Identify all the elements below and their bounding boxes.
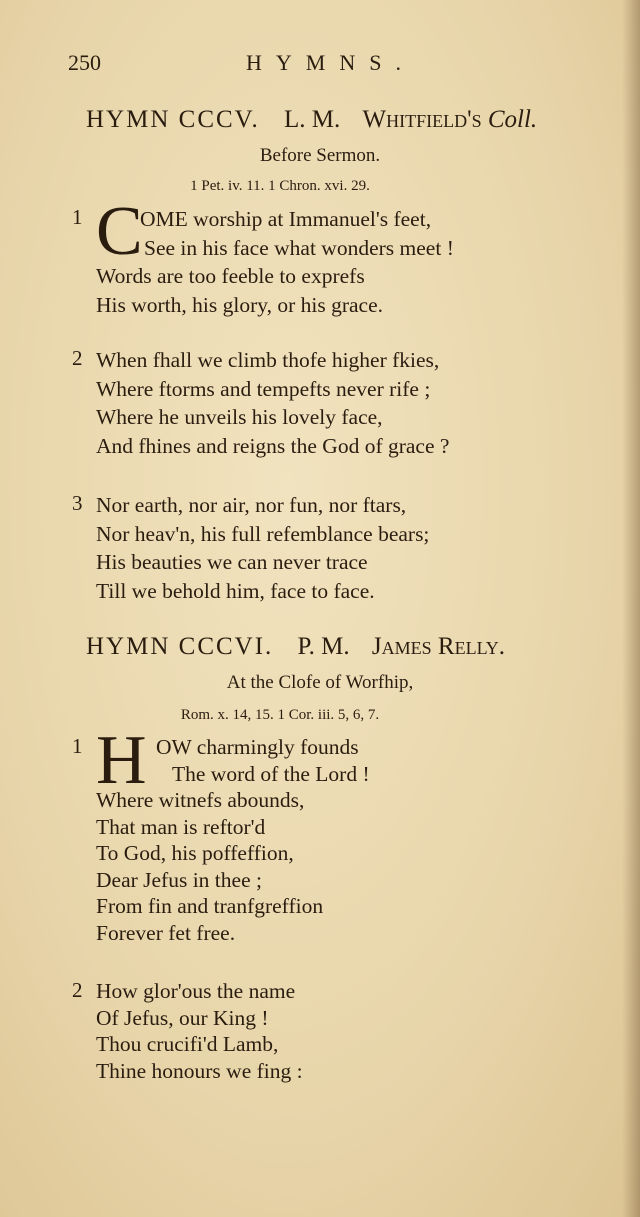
hymn-source <box>363 106 538 133</box>
verse-line: OME worship at Immanuel's feet, <box>140 207 432 231</box>
drop-cap: H <box>96 722 147 799</box>
stanza-number: 3 <box>72 491 83 515</box>
verse-line: OW charmingly founds <box>156 735 359 759</box>
verse-line: When fhall we climb thofe higher fkies, <box>96 348 440 372</box>
scripture-references: 1 Pet. iv. 11. 1 Chron. xvi. 29. <box>190 178 370 194</box>
stanza-number: 1 <box>72 205 83 229</box>
verse-line: Thine honours we fing : <box>96 1058 303 1083</box>
verse-line: To God, his poffeffion, <box>96 841 294 865</box>
verse-line: How glor'ous the name <box>96 979 296 1003</box>
hymn-subtitle: At the Clofe of Worfhip, <box>226 672 414 693</box>
stanza-number: 1 <box>72 734 83 758</box>
hymn-meter: P. M. <box>297 633 350 660</box>
verse-line: Where witnefs abounds, <box>96 788 305 812</box>
hymn-source-name: Whitfield's <box>362 106 482 133</box>
verse-line: Words are too feeble to exprefs <box>96 264 365 288</box>
drop-cap: C <box>96 193 143 270</box>
running-head <box>68 50 488 84</box>
verse-line: Thou crucifi'd Lamb, <box>96 1032 279 1056</box>
page-gutter-shadow <box>622 0 640 1217</box>
verse-line: Where he unveils his lovely face, <box>96 405 383 429</box>
stanza-number: 2 <box>72 346 83 370</box>
verse-line: From fin and tranfgreffion <box>96 894 324 918</box>
hymn-source-abbr: Coll. <box>487 106 538 133</box>
verse-line: Dear Jefus in thee ; <box>96 867 262 892</box>
hymn-number: HYMN CCCV. <box>86 106 260 133</box>
verse-line: His beauties we can never trace <box>96 550 368 574</box>
verse-line: Nor heav'n, his full refemblance bears; <box>96 521 430 546</box>
stanza-number: 2 <box>72 978 83 1002</box>
scripture-references: Rom. x. 14, 15. 1 Cor. iii. 5, 6, 7. <box>180 707 380 723</box>
verse-line: Of Jefus, our King ! <box>96 1005 269 1030</box>
running-title: HYMNS. <box>246 50 415 75</box>
verse-line: His worth, his glory, or his grace. <box>96 292 384 317</box>
hymn-heading <box>86 106 606 140</box>
hymn-number: HYMN CCCVI. <box>86 633 274 660</box>
hymn-heading <box>86 633 606 667</box>
verse-line: Where ftorms and tempefts never rife ; <box>96 376 431 401</box>
hymn-subtitle: Before Sermon. <box>259 145 381 166</box>
verse-line: Forever fet free. <box>96 920 236 945</box>
verse-line: Nor earth, nor air, nor fun, nor ftars, <box>96 493 407 517</box>
hymn-source: James Relly. <box>371 633 506 660</box>
verse-line: And fhines and reigns the God of grace ? <box>96 433 450 458</box>
page-number: 250 <box>68 50 101 75</box>
verse-line: See in his face what wonders meet ! <box>144 235 454 260</box>
verse-line: That man is reftor'd <box>96 814 266 839</box>
verse-line: Till we behold him, face to face. <box>96 578 375 603</box>
verse-line: The word of the Lord ! <box>172 761 370 786</box>
hymn-meter: L. M. <box>284 106 341 133</box>
